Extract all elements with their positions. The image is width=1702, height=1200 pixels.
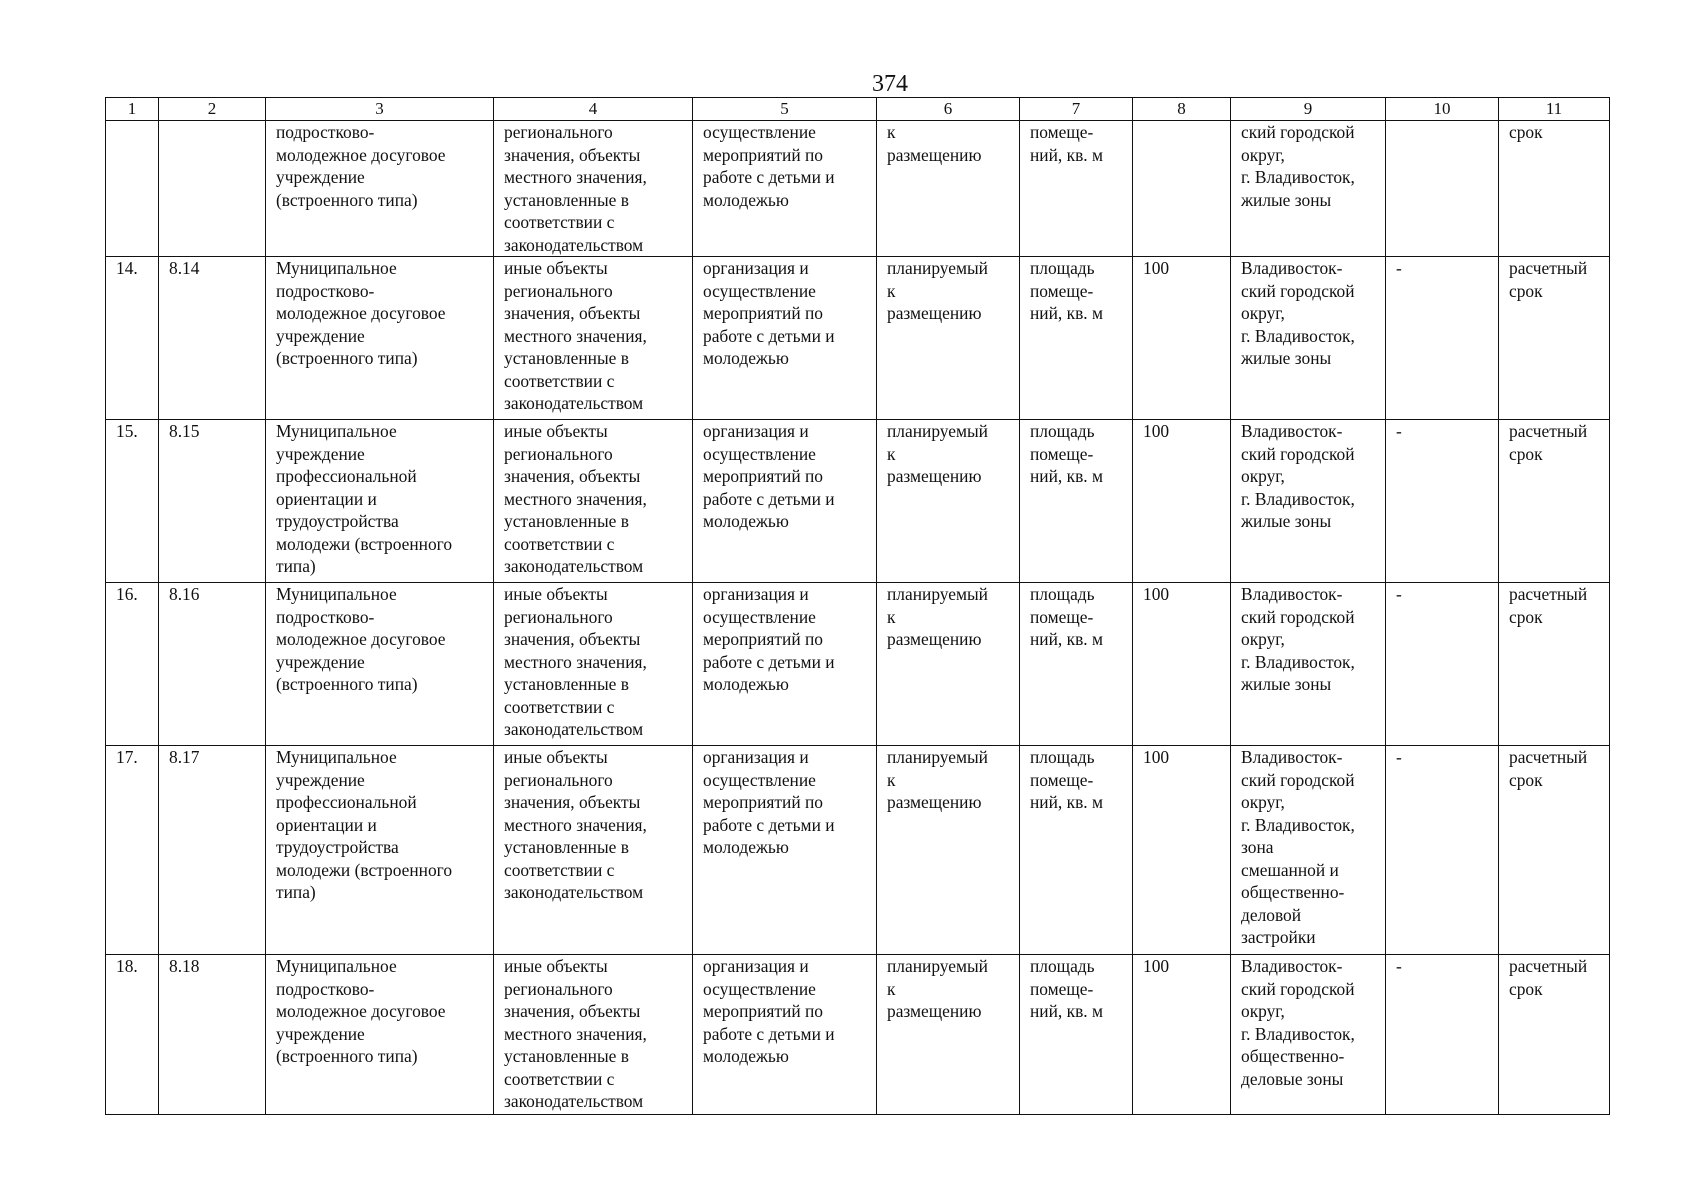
type-cell: иные объекты регионального значения, объекты местного значения, установленные в соответствии с законодательством: [494, 257, 693, 420]
type-cell: иные объекты регионального значения, объекты местного значения, установленные в соответствии с законодательством: [494, 583, 693, 746]
zone-cell: -: [1386, 583, 1499, 746]
name-cell: Муниципальное учреждение профессиональной ориентации и трудоустройства молодежи (встроенного типа): [266, 420, 494, 583]
location-cell: Владивосток- ский городской округ, г. Владивосток, жилые зоны: [1231, 420, 1386, 583]
status-cell: планируемый к размещению: [877, 257, 1020, 420]
term-cell: срок: [1499, 121, 1610, 257]
table-row: [106, 955, 1610, 1115]
purpose-cell: осуществление мероприятий по работе с детьми и молодежью: [693, 121, 877, 257]
type-cell: иные объекты регионального значения, объекты местного значения, установленные в соответствии с законодательством: [494, 955, 693, 1115]
purpose-cell: организация и осуществление мероприятий по работе с детьми и молодежью: [693, 583, 877, 746]
term-cell: расчетный срок: [1499, 420, 1610, 583]
column-number: 8: [1133, 98, 1231, 121]
table-row: [106, 583, 1610, 746]
purpose-cell: организация и осуществление мероприятий по работе с детьми и молодежью: [693, 955, 877, 1115]
column-number: 7: [1020, 98, 1133, 121]
indicator-cell: помеще- ний, кв. м: [1020, 121, 1133, 257]
row-number-cell: [106, 121, 159, 257]
row-number-cell: 16.: [106, 583, 159, 746]
column-number: 9: [1231, 98, 1386, 121]
location-cell: Владивосток- ский городской округ, г. Владивосток, зона смешанной и общественно- деловой застройки: [1231, 746, 1386, 955]
code-cell: 8.16: [159, 583, 266, 746]
zone-cell: -: [1386, 746, 1499, 955]
zone-cell: -: [1386, 955, 1499, 1115]
name-cell: Муниципальное подростково- молодежное досуговое учреждение (встроенного типа): [266, 955, 494, 1115]
status-cell: планируемый к размещению: [877, 746, 1020, 955]
row-number-cell: 15.: [106, 420, 159, 583]
value-cell: [1133, 121, 1231, 257]
status-cell: планируемый к размещению: [877, 583, 1020, 746]
term-cell: расчетный срок: [1499, 746, 1610, 955]
purpose-cell: организация и осуществление мероприятий по работе с детьми и молодежью: [693, 420, 877, 583]
column-number-row: [106, 98, 1610, 121]
purpose-cell: организация и осуществление мероприятий по работе с детьми и молодежью: [693, 257, 877, 420]
name-cell: подростково- молодежное досуговое учреждение (встроенного типа): [266, 121, 494, 257]
table-row: [106, 257, 1610, 420]
name-cell: Муниципальное учреждение профессиональной ориентации и трудоустройства молодежи (встроенного типа): [266, 746, 494, 955]
location-cell: Владивосток- ский городской округ, г. Владивосток, общественно- деловые зоны: [1231, 955, 1386, 1115]
indicator-cell: площадь помеще- ний, кв. м: [1020, 257, 1133, 420]
indicator-cell: площадь помеще- ний, кв. м: [1020, 420, 1133, 583]
column-number: 1: [106, 98, 159, 121]
status-cell: планируемый к размещению: [877, 955, 1020, 1115]
indicator-cell: площадь помеще- ний, кв. м: [1020, 955, 1133, 1115]
indicator-cell: площадь помеще- ний, кв. м: [1020, 583, 1133, 746]
value-cell: 100: [1133, 955, 1231, 1115]
term-cell: расчетный срок: [1499, 257, 1610, 420]
zone-cell: -: [1386, 257, 1499, 420]
page-number: 374: [872, 71, 908, 97]
table-row: [106, 121, 1610, 257]
column-number: 5: [693, 98, 877, 121]
type-cell: иные объекты регионального значения, объекты местного значения, установленные в соответствии с законодательством: [494, 420, 693, 583]
type-cell: регионального значения, объекты местного значения, установленные в соответствии с законодательством: [494, 121, 693, 257]
value-cell: 100: [1133, 420, 1231, 583]
code-cell: 8.15: [159, 420, 266, 583]
row-number-cell: 17.: [106, 746, 159, 955]
code-cell: 8.14: [159, 257, 266, 420]
term-cell: расчетный срок: [1499, 955, 1610, 1115]
type-cell: иные объекты регионального значения, объекты местного значения, установленные в соответствии с законодательством: [494, 746, 693, 955]
name-cell: Муниципальное подростково- молодежное досуговое учреждение (встроенного типа): [266, 257, 494, 420]
objects-table: [105, 97, 1610, 1115]
indicator-cell: площадь помеще- ний, кв. м: [1020, 746, 1133, 955]
code-cell: 8.17: [159, 746, 266, 955]
name-cell: Муниципальное подростково- молодежное досуговое учреждение (встроенного типа): [266, 583, 494, 746]
value-cell: 100: [1133, 746, 1231, 955]
zone-cell: [1386, 121, 1499, 257]
status-cell: планируемый к размещению: [877, 420, 1020, 583]
value-cell: 100: [1133, 257, 1231, 420]
table-row: [106, 420, 1610, 583]
column-number: 11: [1499, 98, 1610, 121]
location-cell: Владивосток- ский городской округ, г. Владивосток, жилые зоны: [1231, 257, 1386, 420]
status-cell: к размещению: [877, 121, 1020, 257]
location-cell: ский городской округ, г. Владивосток, жилые зоны: [1231, 121, 1386, 257]
code-cell: 8.18: [159, 955, 266, 1115]
zone-cell: -: [1386, 420, 1499, 583]
term-cell: расчетный срок: [1499, 583, 1610, 746]
column-number: 2: [159, 98, 266, 121]
column-number: 4: [494, 98, 693, 121]
code-cell: [159, 121, 266, 257]
column-number: 3: [266, 98, 494, 121]
table-row: [106, 746, 1610, 955]
row-number-cell: 18.: [106, 955, 159, 1115]
row-number-cell: 14.: [106, 257, 159, 420]
column-number: 6: [877, 98, 1020, 121]
column-number: 10: [1386, 98, 1499, 121]
location-cell: Владивосток- ский городской округ, г. Владивосток, жилые зоны: [1231, 583, 1386, 746]
purpose-cell: организация и осуществление мероприятий по работе с детьми и молодежью: [693, 746, 877, 955]
value-cell: 100: [1133, 583, 1231, 746]
